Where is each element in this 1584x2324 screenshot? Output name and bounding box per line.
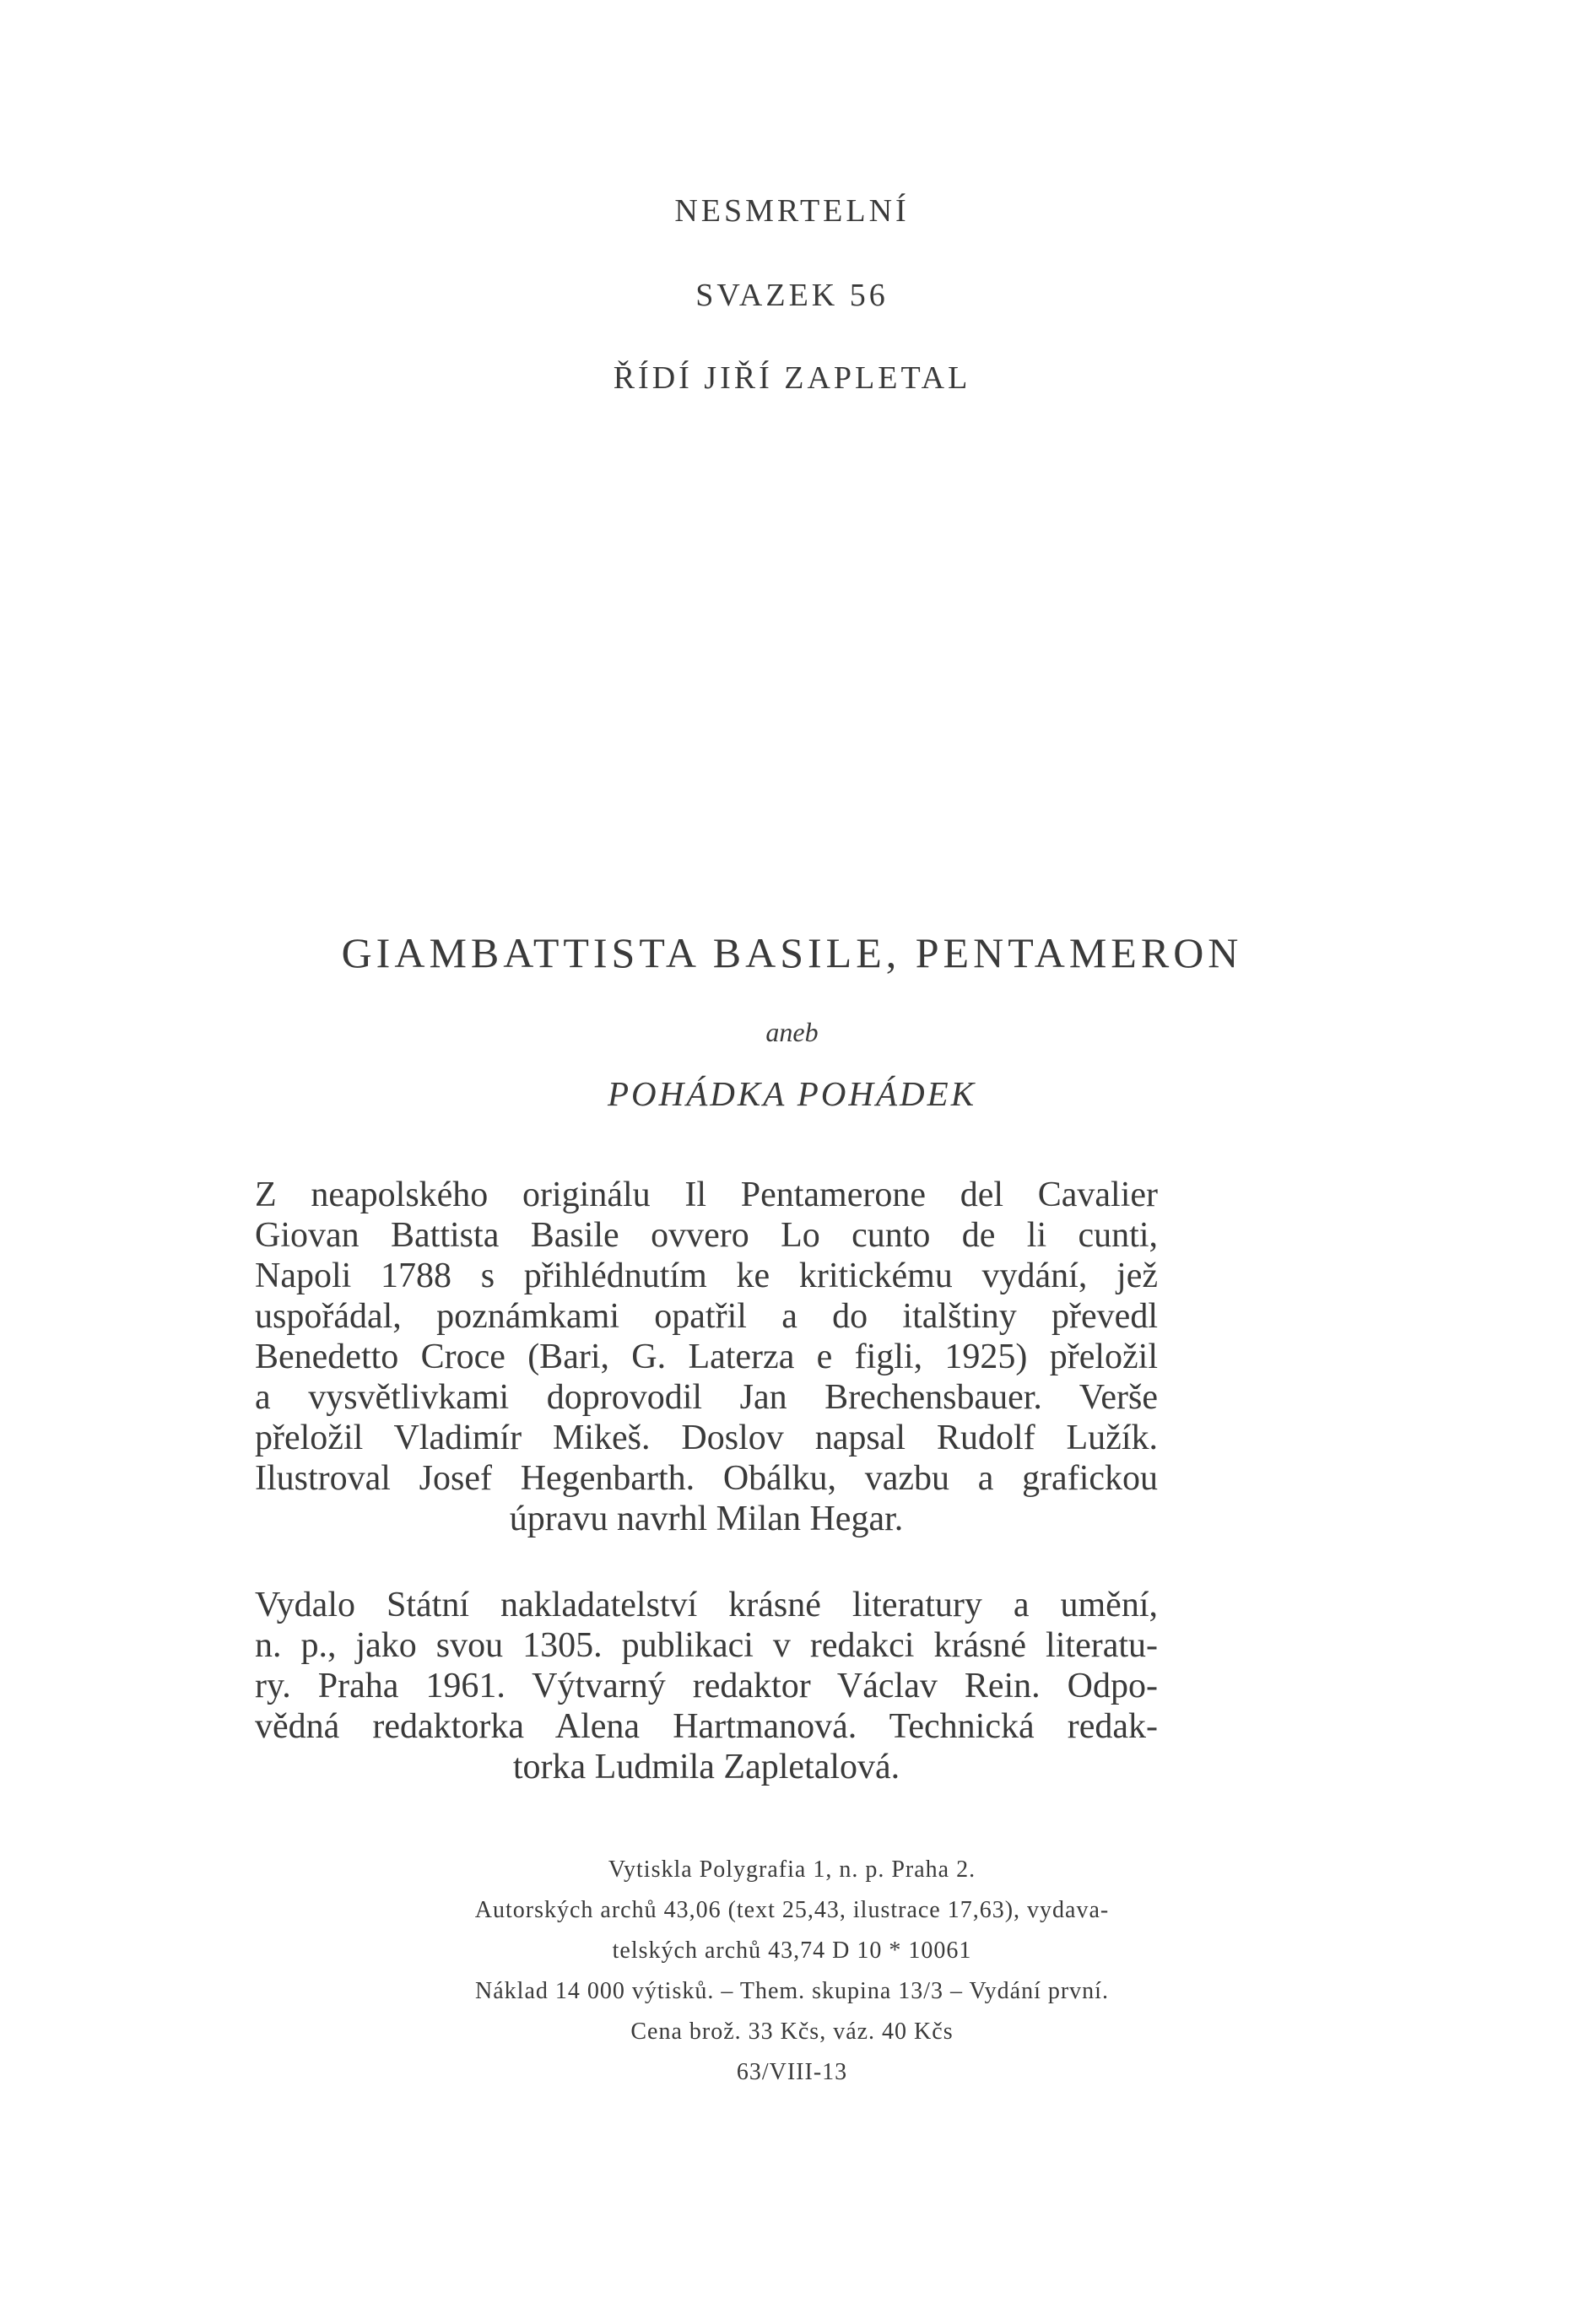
credits-line: Benedetto Croce (Bari, G. Laterza e figli, 1925) přeložil <box>255 1338 1158 1376</box>
title-conjunction: aneb <box>765 1017 819 1047</box>
series-editor: ŘÍDÍ JIŘÍ ZAPLETAL <box>613 360 971 396</box>
imprint-line: Náklad 14 000 výtisků. – Them. skupina 13/3 – Vydání první. <box>475 1978 1109 2004</box>
imprint-line: Cena brož. 33 Kčs, váz. 40 Kčs <box>630 2019 954 2045</box>
credits-line: Ilustroval Josef Hegenbarth. Obálku, vazbu a grafickou <box>255 1459 1158 1498</box>
series-name: NESMRTELNÍ <box>674 193 910 229</box>
credits-line: a vysvětlivkami doprovodil Jan Brechensbauer. Verše <box>255 1378 1158 1417</box>
credits-line: přeložil Vladimír Mikeš. Doslov napsal Rudolf Lužík. <box>255 1419 1158 1457</box>
credits-line: uspořádal, poznámkami opatřil a do italštiny převedl <box>255 1297 1158 1336</box>
imprint-line: Autorských archů 43,06 (text 25,43, ilustrace 17,63), vydava- <box>474 1897 1110 1923</box>
series-volume: SVAZEK 56 <box>695 278 889 313</box>
book-title: GIAMBATTISTA BASILE, PENTAMERON <box>341 929 1243 976</box>
book-subtitle: POHÁDKA POHÁDEK <box>607 1074 977 1113</box>
credits-line: Giovan Battista Basile ovvero Lo cunto de li cunti, <box>255 1216 1158 1255</box>
imprint-line: Vytiskla Polygrafia 1, n. p. Praha 2. <box>608 1856 976 1883</box>
imprint-line: telských archů 43,74 D 10 * 10061 <box>612 1938 972 1964</box>
publisher-line: n. p., jako svou 1305. publikaci v redakci krásné literatu- <box>255 1626 1158 1665</box>
credits-line: Z neapolského originálu Il Pentamerone del Cavalier <box>255 1176 1158 1214</box>
credits-line: Napoli 1788 s přihlédnutím ke kritickému vydání, jež <box>255 1257 1158 1295</box>
imprint-line: 63/VIII-13 <box>736 2059 848 2085</box>
publisher-line: ry. Praha 1961. Výtvarný redaktor Václav Rein. Odpo- <box>255 1667 1158 1705</box>
publisher-line: Vydalo Státní nakladatelství krásné literatury a umění, <box>255 1586 1158 1624</box>
credits-line: úpravu navrhl Milan Hegar. <box>509 1500 904 1538</box>
publisher-line: torka Ludmila Zapletalová. <box>512 1748 900 1786</box>
publisher-line: vědná redaktorka Alena Hartmanová. Technická redak- <box>255 1707 1158 1746</box>
